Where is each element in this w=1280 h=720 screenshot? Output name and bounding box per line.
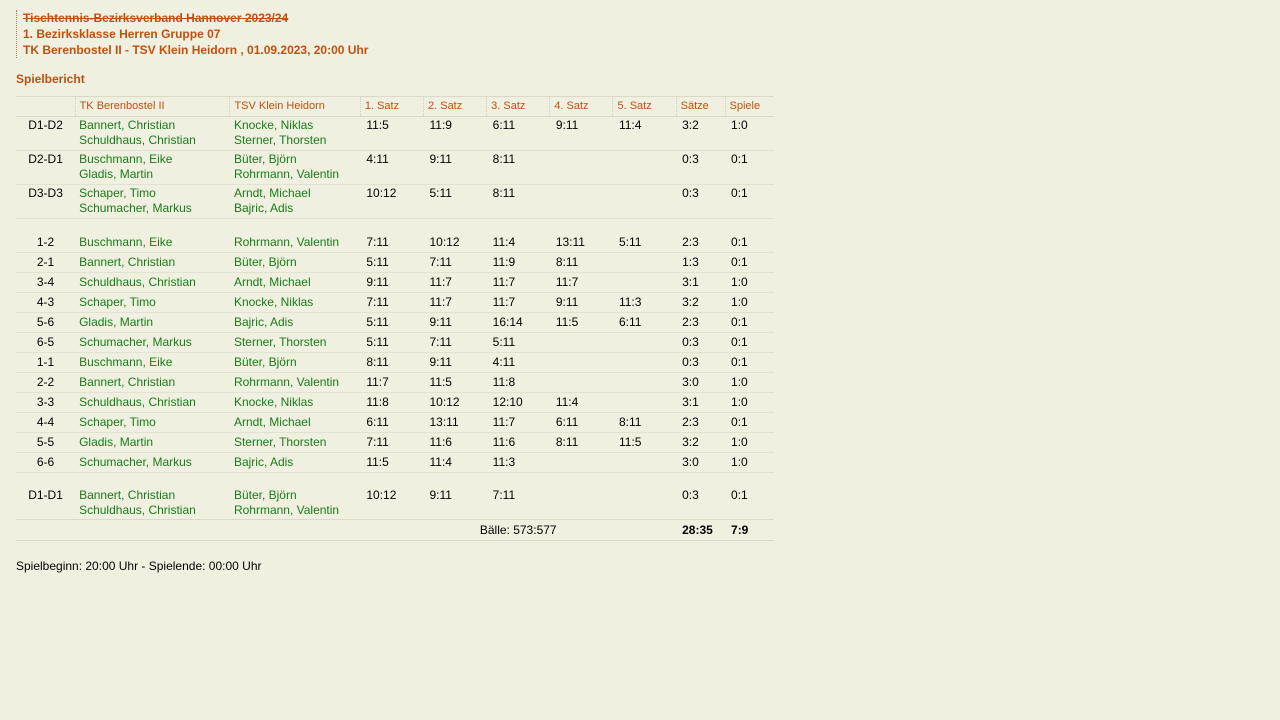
away-player-2: Bajric, Adis [233,201,294,215]
set-2-score: 11:4 [429,455,452,469]
home-player: Schuldhaus, Christian [79,275,196,289]
set-4-score [550,373,613,392]
games-result: 0:1 [731,152,748,166]
table-row [16,313,774,332]
match-code: 6-5 [36,335,55,349]
set-3-score: 16:14 [492,315,523,329]
set-1-score: 11:8 [366,395,389,409]
row-filler [360,201,774,217]
set-5-score: 8:11 [618,415,642,429]
table-row [16,151,774,168]
match-code: 3-3 [36,395,55,409]
row-filler [360,133,774,149]
set-5-score [613,487,676,503]
sets-result: 0:3 [682,152,699,166]
set-5-score: 11:3 [618,295,642,309]
table-row [16,293,774,312]
table-row [16,393,774,412]
table-row [16,185,774,202]
home-player: Gladis, Martin [79,435,154,449]
match-code: 1-2 [36,235,55,249]
set-3-score: 11:7 [492,295,516,309]
home-player-1: Buschmann, Eike [79,152,173,166]
games-result: 1:0 [731,275,748,289]
away-player: Büter, Björn [233,355,297,369]
totals-spacer [16,520,360,541]
set-3-score: 11:7 [492,415,516,429]
away-player: Knocke, Niklas [233,395,314,409]
games-result: 0:1 [731,355,748,369]
home-player-2: Schuldhaus, Christian [79,133,196,147]
table-row [16,253,774,272]
column-header-set-4: 4. Satz [550,97,613,117]
set-5-score: 6:11 [618,315,642,329]
games-result: 1:0 [731,455,748,469]
away-player: Arndt, Michael [233,275,311,289]
total-balls: Bälle: 573:577 [360,520,676,541]
match-code: 4-3 [36,295,55,309]
away-player: Arndt, Michael [233,415,311,429]
match-times-footer: Spielbeginn: 20:00 Uhr - Spielende: 00:00 Uhr [16,559,262,573]
sets-result: 3:2 [682,295,699,309]
column-header-sets: Sätze [676,97,725,117]
sets-result: 2:3 [682,415,699,429]
games-result: 1:0 [731,435,748,449]
set-5-score [613,185,676,202]
match-code-continuation [16,167,75,183]
set-1-score: 11:5 [366,455,389,469]
final-double-block [16,487,774,541]
set-3-score: 11:4 [492,235,516,249]
set-1-score: 9:11 [366,275,389,289]
home-player: Gladis, Martin [79,315,154,329]
set-3-score: 11:6 [492,435,516,449]
fixture-line: TK Berenbostel II - TSV Klein Heidorn , 01.09.2023, 20:00 Uhr [23,43,369,57]
set-4-score: 13:11 [555,235,585,249]
set-4-score: 6:11 [555,415,579,429]
match-code: 1-1 [36,355,55,369]
table-row [16,487,774,503]
games-result: 0:1 [731,235,748,249]
away-player-1: Büter, Björn [233,152,297,166]
sets-result: 3:0 [682,455,699,469]
table-header-row [16,97,774,117]
set-1-score: 5:11 [366,255,389,269]
set-2-score: 10:12 [429,395,460,409]
column-header-games: Spiele [725,97,774,117]
home-player-2: Schuldhaus, Christian [79,503,196,517]
set-4-score: 11:4 [555,395,579,409]
set-2-score: 13:11 [429,415,459,429]
away-player: Sterner, Thorsten [233,335,327,349]
set-4-score [550,151,613,168]
match-code: 2-2 [36,375,55,389]
set-3-score: 6:11 [492,118,516,132]
table-row [16,413,774,432]
column-header-set-5: 5. Satz [613,97,676,117]
set-1-score: 7:11 [366,435,389,449]
set-4-score: 11:7 [555,275,579,289]
set-4-score: 9:11 [555,295,579,309]
page-title: Spielbericht [16,72,85,86]
home-player: Schumacher, Markus [79,455,192,469]
set-2-score: 11:7 [429,295,452,309]
totals-row [16,520,774,541]
row-filler [360,167,774,183]
away-player-2: Rohrmann, Valentin [233,167,340,181]
match-code: 5-5 [36,435,55,449]
set-3-score: 11:3 [492,455,516,469]
away-player: Bajric, Adis [233,315,294,329]
association-season-line: Tischtennis-Bezirksverband Hannover 2023/24 [23,11,289,25]
games-result: 1:0 [731,395,748,409]
set-1-score: 11:5 [366,118,389,132]
match-code: D1-D1 [28,488,63,502]
match-code-continuation [16,503,75,520]
table-row [16,117,774,134]
set-5-score [613,333,676,352]
set-4-score [550,453,613,472]
table-row [16,373,774,392]
set-1-score: 5:11 [366,335,389,349]
sets-result: 0:3 [682,488,699,502]
set-4-score: 8:11 [555,435,579,449]
set-2-score: 9:11 [429,355,452,369]
home-player: Buschmann, Eike [79,235,173,249]
set-1-score: 10:12 [366,186,397,200]
column-header-home-team: TK Berenbostel II [75,97,230,117]
column-header-away-team: TSV Klein Heidorn [230,97,360,117]
away-player: Büter, Björn [233,255,297,269]
set-4-score [550,185,613,202]
sets-result: 0:3 [682,186,699,200]
match-code: 2-1 [36,255,55,269]
away-player: Bajric, Adis [233,455,294,469]
games-result: 0:1 [731,488,748,502]
set-5-score [613,453,676,472]
set-2-score: 7:11 [429,255,452,269]
away-player: Rohrmann, Valentin [233,235,340,249]
set-2-score: 5:11 [429,186,452,200]
match-code-continuation [16,133,75,149]
table-row [16,433,774,452]
set-1-score: 10:12 [366,488,397,502]
set-4-score: 9:11 [555,118,579,132]
games-result: 0:1 [731,415,748,429]
block-spacer [16,473,774,488]
sets-result: 3:0 [682,375,699,389]
set-3-score: 7:11 [492,488,516,502]
table-row [16,167,774,183]
games-result: 0:1 [731,186,748,200]
table-row [16,233,774,251]
set-5-score [613,253,676,272]
set-4-score: 11:5 [555,315,579,329]
home-player: Bannert, Christian [79,255,176,269]
set-2-score: 10:12 [429,235,460,249]
away-player-1: Arndt, Michael [233,186,311,200]
match-code: D2-D1 [28,152,63,166]
set-2-score: 11:5 [429,375,452,389]
match-code: 6-6 [36,455,55,469]
table-row [16,333,774,352]
match-header [16,10,1280,58]
set-2-score: 9:11 [429,488,452,502]
match-code: 3-4 [36,275,55,289]
sets-result: 3:2 [682,435,699,449]
games-result: 1:0 [731,295,748,309]
home-player: Schuldhaus, Christian [79,395,196,409]
match-code: 4-4 [36,415,55,429]
match-code: D1-D2 [28,118,63,132]
set-3-score: 11:7 [492,275,516,289]
away-player-2: Rohrmann, Valentin [233,503,340,517]
column-header-set-3: 3. Satz [487,97,550,117]
away-player-2: Sterner, Thorsten [233,133,327,147]
table-row [16,133,774,149]
set-3-score: 4:11 [492,355,516,369]
total-games: 7:9 [725,520,774,541]
set-2-score: 7:11 [429,335,452,349]
set-2-score: 11:7 [429,275,452,289]
set-5-score [613,151,676,168]
sets-result: 2:3 [682,235,699,249]
match-report-table [16,96,774,541]
set-3-score: 11:8 [492,375,516,389]
set-5-score [613,373,676,392]
set-2-score: 9:11 [429,152,452,166]
home-player: Buschmann, Eike [79,355,173,369]
sets-result: 3:2 [682,118,699,132]
singles-block [16,233,774,487]
match-code: D3-D3 [28,186,63,200]
set-5-score [613,273,676,292]
away-player: Sterner, Thorsten [233,435,327,449]
home-player-2: Gladis, Martin [79,167,154,181]
set-1-score: 8:11 [366,355,389,369]
set-4-score [550,333,613,352]
set-1-score: 6:11 [366,415,389,429]
set-4-score [550,353,613,372]
set-5-score: 11:5 [618,435,642,449]
set-3-score: 8:11 [492,152,516,166]
set-2-score: 11:9 [429,118,452,132]
games-result: 1:0 [731,118,748,132]
set-3-score: 11:9 [492,255,516,269]
column-header-set-1: 1. Satz [360,97,423,117]
home-player-1: Bannert, Christian [79,118,176,132]
table-row [16,273,774,292]
set-3-score: 5:11 [492,335,516,349]
games-result: 1:0 [731,375,748,389]
set-5-score: 5:11 [618,235,642,249]
home-player: Bannert, Christian [79,375,176,389]
row-filler [360,503,774,520]
total-sets: 28:35 [676,520,725,541]
column-header-set-2: 2. Satz [424,97,487,117]
games-result: 0:1 [731,255,748,269]
set-4-score [550,487,613,503]
set-4-score: 8:11 [555,255,579,269]
sets-result: 1:3 [682,255,699,269]
league-line: 1. Bezirksklasse Herren Gruppe 07 [23,27,221,41]
column-header-code [16,97,75,117]
away-player: Knocke, Niklas [233,295,314,309]
table-row [16,453,774,472]
sets-result: 2:3 [682,315,699,329]
set-1-score: 5:11 [366,315,389,329]
set-5-score: 11:4 [618,118,642,132]
match-code: 5-6 [36,315,55,329]
away-player: Rohrmann, Valentin [233,375,340,389]
table-row [16,353,774,372]
match-code-continuation [16,201,75,217]
away-player-1: Büter, Björn [233,488,297,502]
set-2-score: 9:11 [429,315,452,329]
games-result: 0:1 [731,335,748,349]
home-player-1: Schaper, Timo [79,186,156,200]
games-result: 0:1 [731,315,748,329]
set-3-score: 12:10 [492,395,523,409]
table-row [16,503,774,520]
set-1-score: 7:11 [366,295,389,309]
sets-result: 0:3 [682,335,699,349]
set-1-score: 7:11 [366,235,389,249]
home-player: Schaper, Timo [79,295,156,309]
set-5-score [613,353,676,372]
home-player-2: Schumacher, Markus [79,201,192,215]
block-spacer [16,219,774,234]
set-5-score [613,393,676,412]
home-player: Schumacher, Markus [79,335,192,349]
home-player: Schaper, Timo [79,415,156,429]
away-player-1: Knocke, Niklas [233,118,314,132]
set-2-score: 11:6 [429,435,452,449]
set-1-score: 4:11 [366,152,389,166]
set-3-score: 8:11 [492,186,516,200]
home-player-1: Bannert, Christian [79,488,176,502]
sets-result: 3:1 [682,395,699,409]
table-row [16,201,774,217]
sets-result: 0:3 [682,355,699,369]
set-1-score: 11:7 [366,375,389,389]
sets-result: 3:1 [682,275,699,289]
